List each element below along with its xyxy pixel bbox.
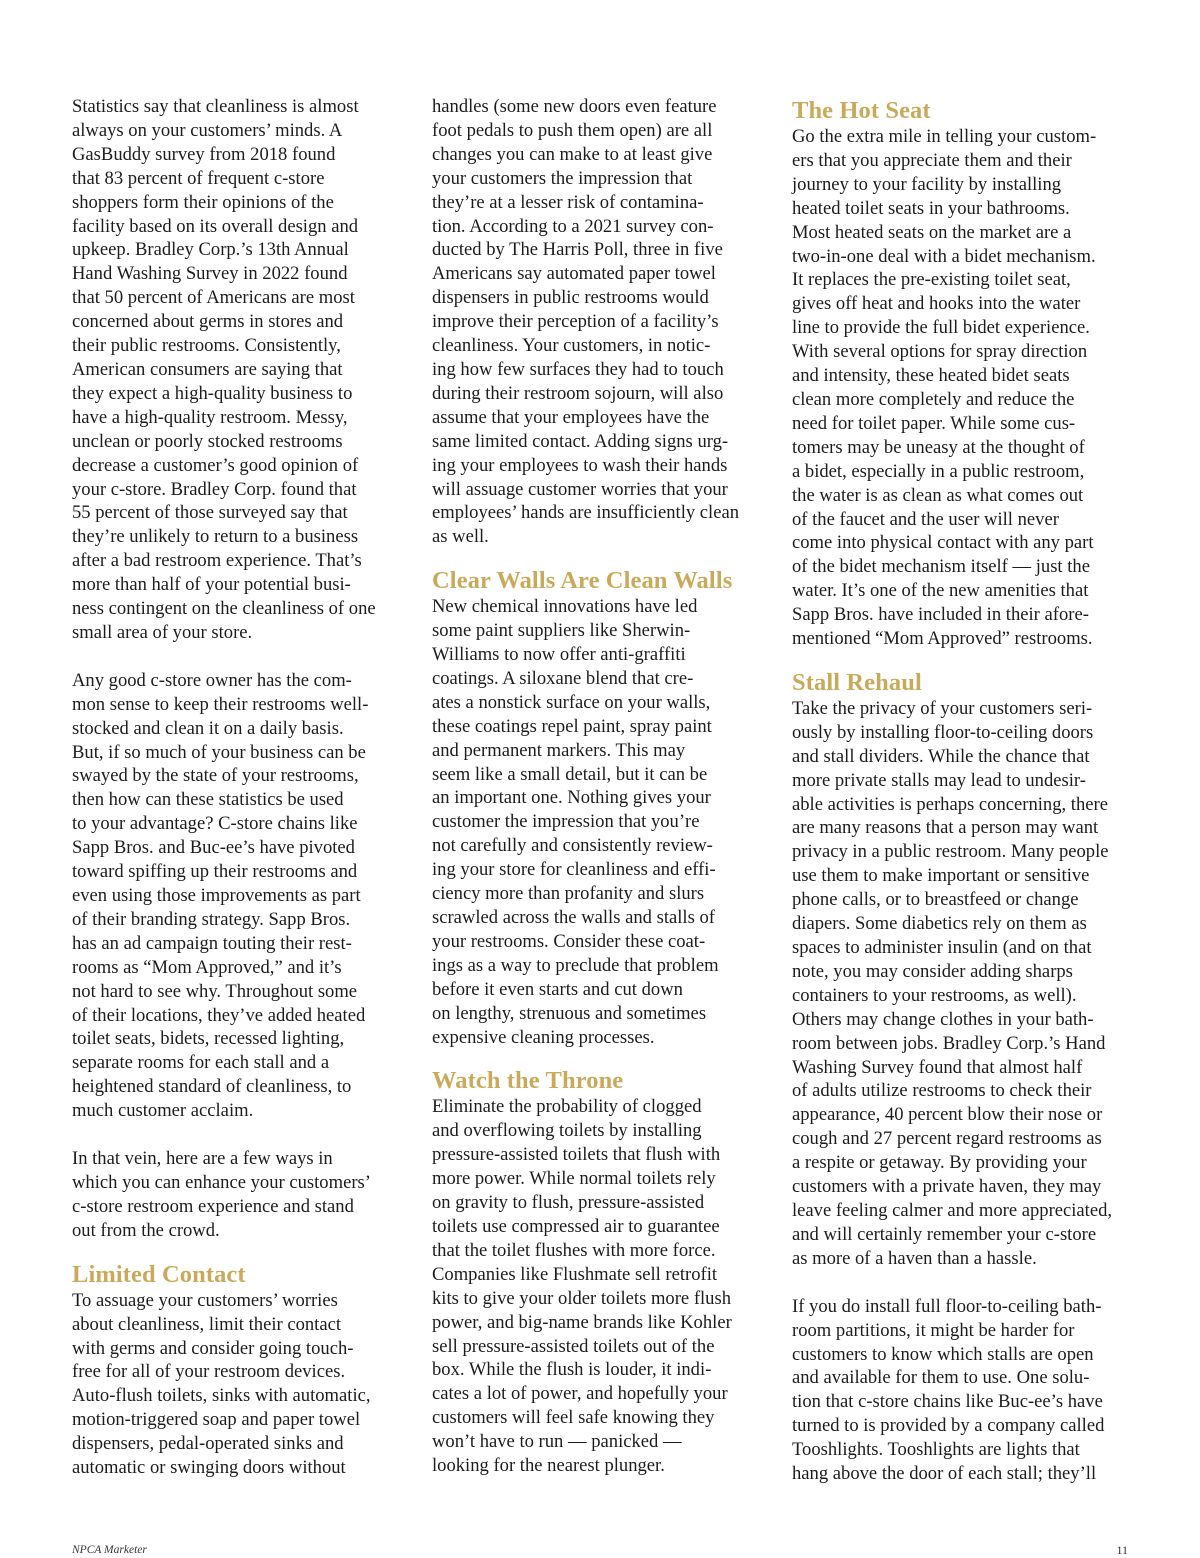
intro-paragraph-2: Any good c-store owner has the com- mon sense to keep their restrooms well- stocked and clean it on a daily basis. But, if so much of your business can be swayed by the state of your restrooms, then how can these statistics be used to your advantage? C-store chains like Sapp Bros. and Buc-ee’s have pivoted toward spiffing up their restrooms and even using those improvements as part of their branding strategy. Sapp Bros. has an ad campaign touting their rest- rooms as “Mom Approved,” and it’s not hard to see why. Throughout some of their locations, they’ve added heated toilet seats, bidets, recessed lighting, separate rooms for each stall and a heightened standard of cleanliness, to much customer acclaim. (72, 669, 369, 1122)
paragraph-spacer (792, 1271, 1132, 1295)
intro-paragraph-3: In that vein, here are a few ways in which you can enhance your customers’ c-store restroom experience and stand out from the crowd. (72, 1148, 371, 1241)
article-column-2 (432, 95, 770, 1478)
paragraph-spacer (72, 645, 408, 669)
stall-rehaul-paragraph: Take the privacy of your customers seri- ously by installing floor-to-ceiling doors and stall dividers. While the chance that more private stalls may lead to undesir- able activities is perhaps concerning, there are many reasons that a person may want privacy in a public restroom. Many people use them to make important or sensitive phone calls, or to breastfeed or change diapers. Some diabetics rely on them as spaces to administer insulin (and on that note, you may consider adding sharps containers to your restrooms, as well). Others may change clothes in your bath- room between jobs. Bradley Corp.’s Hand Washing Survey found that almost half of adults utilize restrooms to check their appearance, 40 percent blow their nose or cough and 27 percent regard restrooms as a respite or getaway. By providing your customers with a private haven, they may leave feeling calmer and more appreciated, and will certainly remember your c-store as more of a haven than a hassle. (792, 697, 1113, 1269)
paragraph-spacer (72, 1123, 408, 1147)
footer-publication-name: NPCA Marketer (72, 1544, 147, 1556)
limited-contact-continued-paragraph: handles (some new doors even feature foot pedals to push them open) are all changes you can make to at least give your customers the impression that they’re at a lesser risk of contamina- tion. According to a 2021 survey con- ducted by The Harris Poll, three in five Americans say automated paper towel dispensers in public restrooms would improve their perception of a facility’s cleanliness. Your customers, in notic- ing how few surfaces they had to touch during their restroom sojourn, will also assume that your employees have the same limited contact. Adding signs urg- ing your employees to wash their hands will assuage customer worries that your employees’ hands are insufficiently clean as well. (432, 96, 740, 548)
limited-contact-paragraph: To assuage your customers’ worries about cleanliness, limit their contact with germs and consider going touch- free for all of your restroom devices. Auto-flush toilets, sinks with automatic, motion-triggered soap and paper towel dispensers, pedal-operated sinks and automatic or swinging doors without (72, 1289, 371, 1479)
section-heading-stall-rehaul: Stall Rehaul (792, 668, 922, 696)
article-column-1 (72, 95, 408, 1480)
section-heading-clear-walls: Clear Walls Are Clean Walls (432, 567, 733, 595)
intro-paragraph-1: Statistics say that cleanliness is almost always on your customers’ minds. A GasBuddy survey from 2018 found that 83 percent of frequent c-store shoppers form their opinions of the facility based on its overall design and upkeep. Bradley Corp.’s 13th Annual Hand Washing Survey in 2022 found that 50 percent of Americans are most concerned about germs in stores and their public restrooms. Consistently, American consumers are saying that they expect a high-quality business to have a high-quality restroom. Messy, unclean or poorly stocked restrooms decrease a customer’s good opinion of your c-store. Bradley Corp. found that 55 percent of those surveyed say that they’re unlikely to return to a business after a bad restroom experience. That’s more than half of your potential busi- ness contingent on the cleanliness of one small area of your store. (72, 96, 376, 643)
footer-page-number: 11 (1116, 1543, 1128, 1557)
stall-rehaul-paragraph-2: If you do install full floor-to-ceiling bath- room partitions, it might be harder for customers to know which stalls are open and available for them to use. One solu- tion that c-store chains like Buc-ee’s have turned to is provided by a company called Tooshlights. Tooshlights are lights that hang above the door of each stall; they’ll (792, 1295, 1105, 1485)
clear-walls-paragraph: New chemical innovations have led some paint suppliers like Sherwin- Williams to now offer anti-graffiti coatings. A siloxane blend that cre- ates a nonstick surface on your walls, these coatings repel paint, spray paint and permanent markers. This may seem like a small detail, but it can be an important one. Nothing gives your customer the impression that you’re not carefully and consistently review- ing your store for cleanliness and effi- ciency more than profanity and slurs scrawled across the walls and stalls of your restrooms. Consider these coat- ings as a way to preclude that problem before it even starts and cut down on lengthy, strenuous and sometimes expensive cleaning processes. (432, 596, 719, 1048)
hot-seat-paragraph: Go the extra mile in telling your custom- ers that you appreciate them and their journey to your facility by installing heated toilet seats in your bathrooms. Most heated seats on the market are a two-in-one deal with a bidet mechanism. It replaces the pre-existing toilet seat, gives off heat and hooks into the water line to provide the full bidet experience. With several options for spray direction and intensity, these heated bidet seats clean more completely and reduce the need for toilet paper. While some cus- tomers may be uneasy at the thought of a bidet, especially in a public restroom, the water is as clean as what comes out of the faucet and the user will never come into physical contact with any part of the bidet mechanism itself — just the water. It’s one of the new amenities that Sapp Bros. have included in their afore- mentioned “Mom Approved” restrooms. (792, 126, 1097, 650)
watch-the-throne-paragraph: Eliminate the probability of clogged and overflowing toilets by installing pressure-assisted toilets that flush with more power. While normal toilets rely on gravity to flush, pressure-assisted toilets use compressed air to guarantee that the toilet flushes with more force. Companies like Flushmate sell retrofit kits to give your older toilets more flush power, and big-name brands like Kohler sell pressure-assisted toilets out of the box. While the flush is louder, it indi- cates a lot of power, and hopefully your customers will feel safe knowing they won’t have to run — panicked — looking for the nearest plunger. (432, 1096, 732, 1477)
section-heading-limited-contact: Limited Contact (72, 1260, 246, 1288)
section-heading-hot-seat: The Hot Seat (792, 97, 931, 124)
article-column-3 (792, 95, 1132, 1486)
section-heading-watch-the-throne: Watch the Throne (432, 1067, 624, 1095)
